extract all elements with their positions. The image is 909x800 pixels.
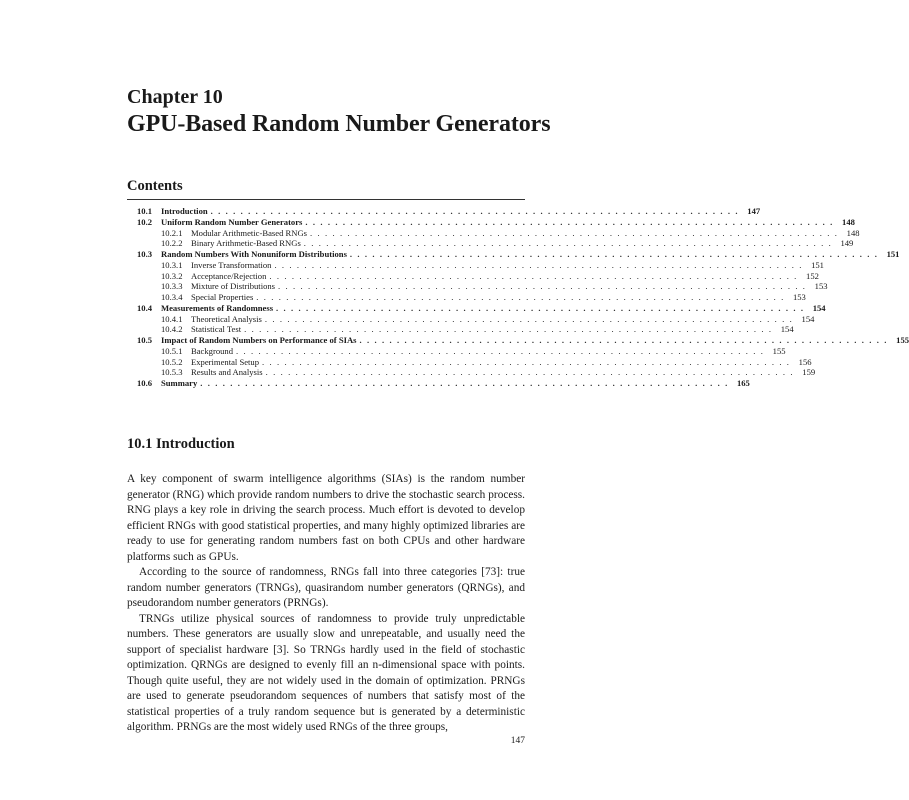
toc-entry-title: Experimental Setup [191,356,260,367]
toc-entry-title: Results and Analysis [191,367,263,378]
toc-entry [137,238,854,249]
toc-entry-number: 10.2.1 [161,227,183,238]
toc-entry-page: 165 [736,378,750,388]
toc-entry-page: 148 [846,227,860,238]
toc-entry-page: 147 [747,206,761,216]
toc-entry-title: Binary Arithmetic-Based RNGs [191,238,301,249]
body-text [127,472,525,736]
toc-entry-number: 10.3.3 [161,281,183,292]
section-heading: 10.1 Introduction [127,436,235,452]
toc-entry-page: 154 [812,302,826,313]
toc-entry-number: 10.3.1 [161,259,183,270]
paragraph: According to the source of randomness, RNGs fall into three categories [73]: true random number generators (TRNGs), quasirandom number generators (QRNGs), and pseudorandom number generators (PRNGs). [127,566,525,609]
contents-heading: Contents [127,178,183,194]
toc-entry [137,345,786,357]
toc-entry [137,324,794,335]
toc-entry-title: Background [191,345,234,356]
toc-entry-number: 10.3.2 [161,270,183,281]
chapter-title: GPU-Based Random Number Generators [127,111,551,137]
toc-dot-leader: . . . . . . . . . . . . . . . . . . . . . . . . . . . . . . . . . . . . . . . . . . . . . . . . . . . . . . . . . . . . . . . . . . . . . . . [265,367,795,378]
toc-dot-leader: . . . . . . . . . . . . . . . . . . . . . . . . . . . . . . . . . . . . . . . . . . . . . . . . . . . . . . . . . . . . . . . . . . . . . . . [269,270,798,281]
toc-entry-title: Introduction [161,206,208,216]
toc-entry-title: Random Numbers With Nonuniform Distributions [161,249,347,259]
toc-entry-number: 10.5.3 [161,367,183,378]
toc-entry-title: Impact of Random Numbers on Performance of SIAs [161,335,357,345]
toc-entry-number: 10.2.2 [161,238,183,249]
toc-entry-number: 10.4.2 [161,324,183,335]
toc-entry-number: 10.2 [137,216,153,227]
paragraph: A key component of swarm intelligence algorithms (SIAs) is the random number generator (RNG) which provide random numbers to drive the stochastic search process. RNG plays a key role in driving the search process. Much effort is devoted to develop efficient RNGs with good statistical properties, and many highly optimized libraries are ready to use for generating random numbers fast on both CPUs and other hardware platforms such as GPUs. [127,473,525,563]
toc-entry [137,216,855,228]
toc-dot-leader: . . . . . . . . . . . . . . . . . . . . . . . . . . . . . . . . . . . . . . . . . . . . . . . . . . . . . . . . . . . . . . . . . . . . . . . [305,216,834,227]
toc-entry [137,259,824,271]
toc-entry-number: 10.4 [137,302,153,313]
toc-dot-leader: . . . . . . . . . . . . . . . . . . . . . . . . . . . . . . . . . . . . . . . . . . . . . . . . . . . . . . . . . . . . . . . . . . . . . . . [200,378,729,388]
paragraph: TRNGs utilize physical sources of randomness to provide truly unpredictable numbers. These generators are usually slow and unrepeatable, and usually need the support of specialist hardware [3]. So TRNGs hardly used in the field of stochastic optimization. QRNGs are designed to evenly fill an n-dimensional space with points. Though quite useful, they are not widely used in the domain of optimization. PRNGs are used to generate pseudorandom sequences of numbers that satisfy most of the statistical properties of a truly random sequence but is generated by a deterministic algorithm. PRNGs are the most widely used RNGs of the three groups, [127,612,525,733]
toc-entry-page: 155 [772,345,786,356]
toc-dot-leader: . . . . . . . . . . . . . . . . . . . . . . . . . . . . . . . . . . . . . . . . . . . . . . . . . . . . . . . . . . . . . . . . . . . . . . . [264,313,794,324]
toc-entry-page: 151 [886,249,900,259]
toc-entry [137,249,900,260]
toc-entry-number: 10.3.4 [161,292,183,302]
toc-entry-title: Theoretical Analysis [191,313,262,324]
toc-dot-leader: . . . . . . . . . . . . . . . . . . . . . . . . . . . . . . . . . . . . . . . . . . . . . . . . . . . . . . . . . . . . . . . . . . . . . . . [210,206,740,216]
toc-dot-leader: . . . . . . . . . . . . . . . . . . . . . . . . . . . . . . . . . . . . . . . . . . . . . . . . . . . . . . . . . . . . . . . . . . . . . . . [274,259,803,270]
page-number: 147 [510,736,525,746]
toc-entry-title: Summary [161,378,198,388]
toc-entry [137,302,826,314]
toc-entry-number: 10.6 [137,378,153,388]
toc-entry-title: Statistical Test [191,324,242,335]
table-of-contents [137,206,909,389]
toc-entry [137,292,806,303]
toc-dot-leader: . . . . . . . . . . . . . . . . . . . . . . . . . . . . . . . . . . . . . . . . . . . . . . . . . . . . . . . . . . . . . . . . . . . . . . . [236,345,765,356]
toc-entry-page: 159 [802,367,816,378]
toc-dot-leader: . . . . . . . . . . . . . . . . . . . . . . . . . . . . . . . . . . . . . . . . . . . . . . . . . . . . . . . . . . . . . . . . . . . . . . . [276,302,805,313]
toc-entry-number: 10.3 [137,249,153,259]
toc-entry [137,227,860,239]
toc-dot-leader: . . . . . . . . . . . . . . . . . . . . . . . . . . . . . . . . . . . . . . . . . . . . . . . . . . . . . . . . . . . . . . . . . . . . . . . [303,238,833,249]
toc-dot-leader: . . . . . . . . . . . . . . . . . . . . . . . . . . . . . . . . . . . . . . . . . . . . . . . . . . . . . . . . . . . . . . . . . . . . . . . [349,249,879,259]
toc-entry-page: 151 [811,259,824,270]
toc-entry-page: 156 [798,356,812,367]
toc-entry-title: Special Properties [191,292,254,302]
toc-dot-leader: . . . . . . . . . . . . . . . . . . . . . . . . . . . . . . . . . . . . . . . . . . . . . . . . . . . . . . . . . . . . . . . . . . . . . . . [359,335,889,345]
toc-entry [137,313,815,325]
toc-entry-page: 148 [842,216,855,227]
toc-dot-leader: . . . . . . . . . . . . . . . . . . . . . . . . . . . . . . . . . . . . . . . . . . . . . . . . . . . . . . . . . . . . . . . . . . . . . . . [244,324,773,335]
toc-entry-number: 10.5.1 [161,345,183,356]
toc-entry [137,270,819,282]
toc-entry-title: Modular Arithmetic-Based RNGs [191,227,307,238]
toc-entry-title: Uniform Random Number Generators [161,216,303,227]
toc-entry-number: 10.1 [137,206,153,216]
toc-dot-leader: . . . . . . . . . . . . . . . . . . . . . . . . . . . . . . . . . . . . . . . . . . . . . . . . . . . . . . . . . . . . . . . . . . . . . . . [310,227,839,238]
toc-entry-title: Mixture of Distributions [191,281,276,292]
toc-entry [137,206,761,217]
toc-entry-number: 10.5.2 [161,356,183,367]
toc-entry-page: 154 [780,324,794,335]
contents-divider [127,199,525,200]
toc-entry-page: 152 [806,270,819,281]
toc-dot-leader: . . . . . . . . . . . . . . . . . . . . . . . . . . . . . . . . . . . . . . . . . . . . . . . . . . . . . . . . . . . . . . . . . . . . . . . [262,356,791,367]
toc-entry-title: Measurements of Randomness [161,302,274,313]
toc-entry-title: Inverse Transformation [191,259,272,270]
toc-entry-title: Acceptance/Rejection [191,270,267,281]
toc-entry-page: 153 [792,292,806,302]
toc-entry-page: 153 [814,281,828,292]
toc-dot-leader: . . . . . . . . . . . . . . . . . . . . . . . . . . . . . . . . . . . . . . . . . . . . . . . . . . . . . . . . . . . . . . . . . . . . . . . [256,292,785,302]
toc-entry-number: 10.5 [137,335,153,345]
toc-dot-leader: . . . . . . . . . . . . . . . . . . . . . . . . . . . . . . . . . . . . . . . . . . . . . . . . . . . . . . . . . . . . . . . . . . . . . . . [278,281,807,292]
toc-entry [137,335,909,346]
toc-entry [137,378,750,389]
toc-entry [137,356,812,368]
toc-entry-number: 10.4.1 [161,313,183,324]
toc-entry-page: 149 [840,238,854,249]
chapter-label: Chapter 10 [127,86,223,108]
toc-entry-page: 154 [801,313,815,324]
toc-entry [137,367,816,378]
toc-entry [137,281,828,292]
toc-entry-page: 155 [896,335,909,345]
